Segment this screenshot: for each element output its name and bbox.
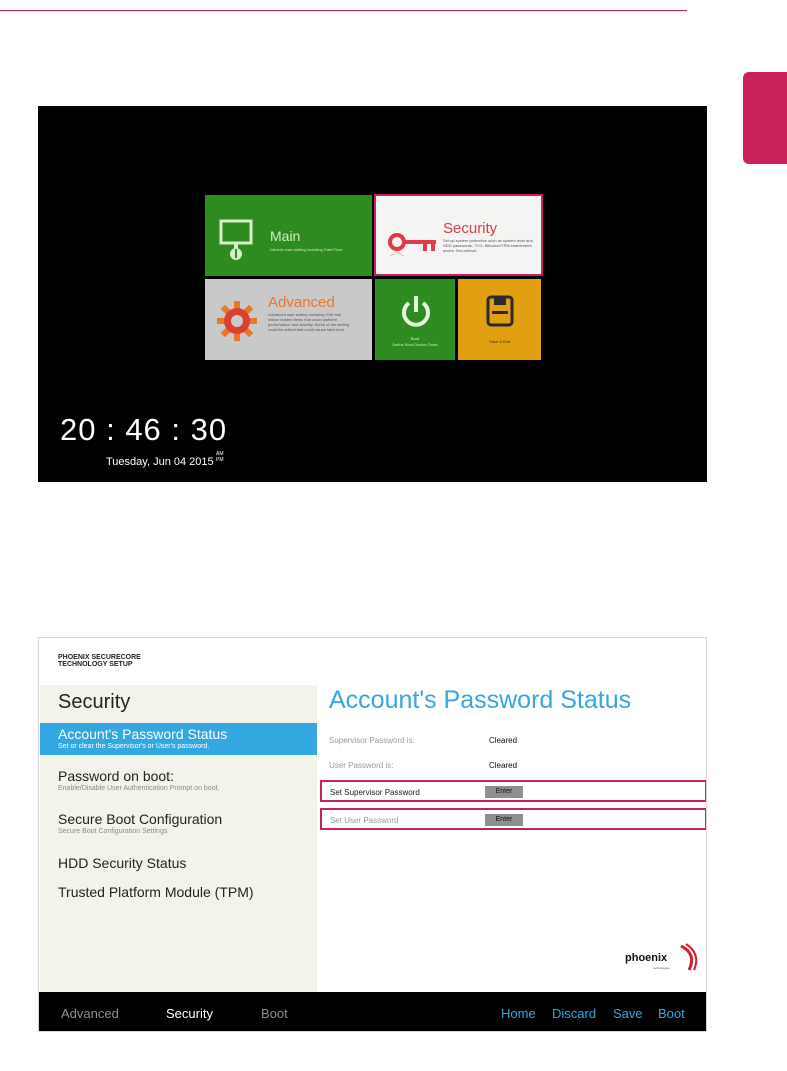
set-supervisor-password-label: Set Supervisor Password <box>330 788 420 797</box>
key-icon <box>387 232 439 265</box>
top-rule <box>0 10 687 11</box>
user-password-status-value: Cleared <box>489 761 518 770</box>
tile-boot-desc: Define Boot Device Order <box>392 342 438 347</box>
bottom-save-button[interactable]: Save <box>613 1006 643 1021</box>
set-user-password-row[interactable] <box>320 808 707 830</box>
bottom-tab-boot[interactable]: Boot <box>261 1006 288 1021</box>
tile-security-title: Security <box>443 220 498 237</box>
clock: 20 : 46 : 30 <box>60 412 228 447</box>
nav-item-trusted-platform-module[interactable] <box>40 884 317 900</box>
brand-line-1: PHOENIX SECURECORE <box>58 654 141 661</box>
bottom-tab-security[interactable]: Security <box>166 1006 213 1021</box>
tile-advanced-desc: Advanced user setting including H/W and silicon related items that could platform performance and stability. Some of the setting could be critical that could cause fatal error. <box>268 312 350 332</box>
nav-item-sub: Enable/Disable User Authentication Prompt on boot. <box>58 785 220 792</box>
tile-security-desc: Set up system protection such as system level and HDD passwords, TCG, Bitlocker/TPM enablement and/or SecureBoot. <box>443 238 533 253</box>
tile-security[interactable] <box>374 194 543 276</box>
bottom-discard-button[interactable]: Discard <box>552 1006 597 1021</box>
phoenix-logo-subtext: technologies <box>653 966 670 970</box>
tile-boot-title: Boot <box>410 336 420 341</box>
nav-item-label: Password on boot: <box>58 768 174 784</box>
tile-advanced-title: Advanced <box>268 294 335 311</box>
floppy-disk-icon <box>486 295 514 332</box>
bottom-tab-advanced[interactable]: Advanced <box>61 1006 119 1021</box>
nav-item-hdd-security-status[interactable] <box>40 855 317 871</box>
nav-item-account-password-status[interactable] <box>40 723 317 755</box>
content-title: Account's Password Status <box>329 686 632 714</box>
brand-line-2: TECHNOLOGY SETUP <box>58 661 133 668</box>
nav-item-label: HDD Security Status <box>58 855 187 871</box>
side-tab <box>743 72 787 164</box>
monitor-icon <box>219 219 255 266</box>
tile-main-desc: Generic user setting including Date/Time. <box>270 247 344 252</box>
set-user-password-enter-button[interactable]: Enter <box>485 814 523 826</box>
set-supervisor-password-enter-button[interactable]: Enter <box>485 786 523 798</box>
nav-item-label: Secure Boot Configuration <box>58 811 223 827</box>
power-icon <box>400 295 432 334</box>
tile-main[interactable] <box>205 195 372 276</box>
user-password-status-label: User Password is: <box>329 761 394 770</box>
tile-menu-screen <box>38 106 707 482</box>
tile-main-title: Main <box>270 228 301 244</box>
date: Tuesday, Jun 04 2015 <box>106 456 214 468</box>
supervisor-password-status-label: Supervisor Password is: <box>329 736 415 745</box>
brand-header <box>58 654 141 668</box>
tile-advanced[interactable] <box>205 279 372 360</box>
bottom-bar <box>39 992 707 1032</box>
phoenix-logo-icon <box>679 942 701 977</box>
pm-label: PM <box>216 457 224 463</box>
tile-save-exit[interactable] <box>458 279 541 360</box>
nav-item-sub: Set or clear the Supervisor's or User's password. <box>58 743 210 750</box>
nav-item-label: Account's Password Status <box>58 726 228 742</box>
gear-icon <box>215 299 259 348</box>
nav-item-sub: Secure Boot Configuration Settings <box>58 828 168 835</box>
set-supervisor-password-row[interactable] <box>320 780 707 802</box>
am-pm-indicator <box>216 451 224 463</box>
section-title: Security <box>58 691 131 713</box>
nav-item-password-on-boot[interactable] <box>40 768 317 792</box>
am-label: AM <box>216 451 224 457</box>
phoenix-logo-text: phoenix <box>625 952 668 964</box>
nav-item-label: Trusted Platform Module (TPM) <box>58 884 254 900</box>
security-menu-panel <box>40 685 317 992</box>
bottom-home-button[interactable]: Home <box>501 1006 536 1021</box>
tile-boot[interactable] <box>375 279 455 360</box>
set-user-password-label: Set User Password <box>330 816 399 825</box>
security-setup-screen <box>38 637 707 1032</box>
nav-item-secure-boot-configuration[interactable] <box>40 811 317 835</box>
bottom-boot-button[interactable]: Boot <box>658 1006 685 1021</box>
tile-save-title: Save & Exit <box>489 339 510 344</box>
supervisor-password-status-value: Cleared <box>489 736 518 745</box>
